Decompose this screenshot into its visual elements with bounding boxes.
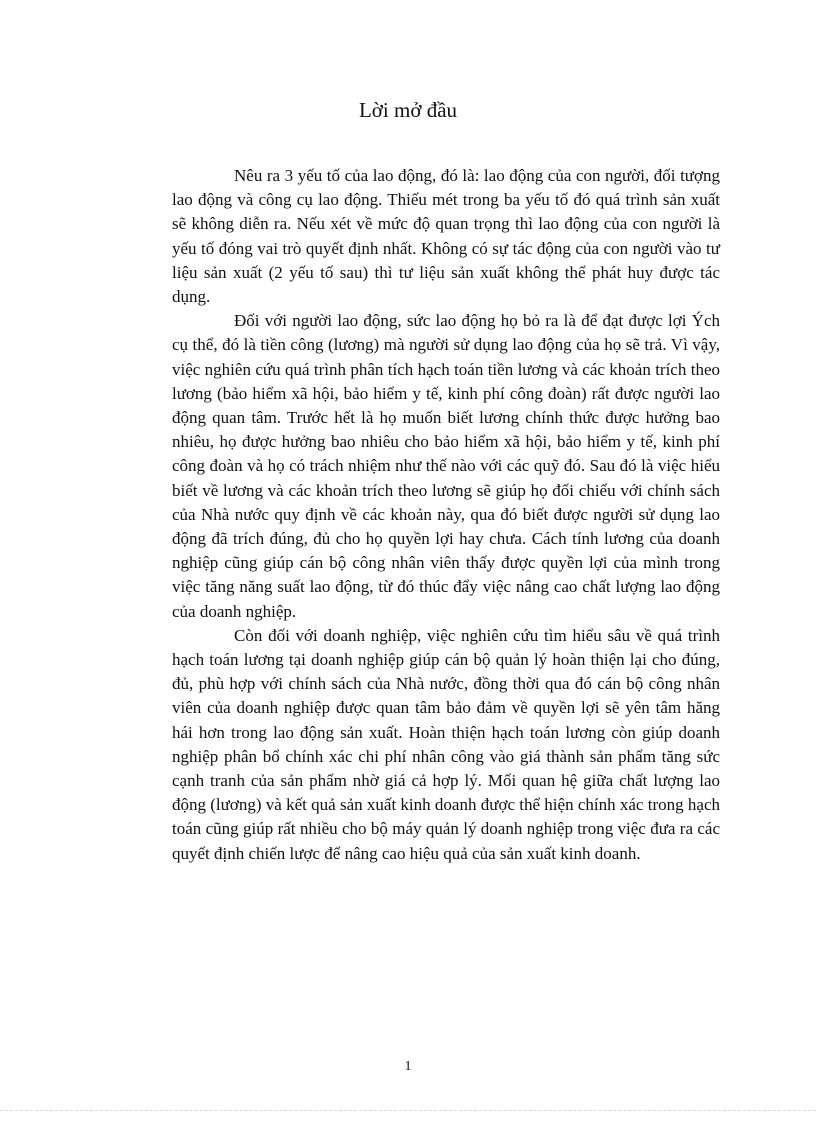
document-body bbox=[172, 164, 720, 866]
page-bottom-rule bbox=[0, 1110, 816, 1111]
paragraph-3: Còn đối với doanh nghiệp, việc nghiên cứu tìm hiểu sâu về quá trình hạch toán lương tại doanh nghiệp giúp cán bộ quản lý hoàn thiện lại cho đúng, đủ, phù hợp với chính sách của Nhà nước, đồng thời qua đó cán bộ công nhân viên của doanh nghiệp được quan tâm bảo đảm về quyền lợi sẽ yên tâm hăng hái hơn trong lao động sản xuất. Hoàn thiện hạch toán lương còn giúp doanh nghiệp phân bổ chính xác chi phí nhân công vào giá thành sản phẩm tăng sức cạnh tranh của sản phẩm nhờ giá cả hợp lý. Mối quan hệ giữa chất lượng lao động (lương) và kết quả sản xuất kinh doanh được thể hiện chính xác trong hạch toán cũng giúp rất nhiều cho bộ máy quản lý doanh nghiệp trong việc đưa ra các quyết định chiến lược để nâng cao hiệu quả của sản xuất kinh doanh. bbox=[172, 625, 720, 863]
paragraph-1: Nêu ra 3 yếu tố của lao động, đó là: lao động của con người, đối tượng lao động và công cụ lao động. Thiếu mét trong ba yếu tố đó quá trình sản xuất sẽ không diễn ra. Nếu xét về mức độ quan trọng thì lao động của con người là yếu tố đóng vai trò quyết định nhất. Không có sự tác động của con người vào tư liệu sản xuất (2 yếu tố sau) thì tư liệu sản xuất không thể phát huy được tác dụng. bbox=[172, 166, 720, 307]
document-title: Lời mở đầu bbox=[358, 98, 458, 122]
paragraph-2: Đối với người lao động, sức lao động họ bỏ ra là để đạt được lợi Ých cụ thể, đó là tiền công (lương) mà người sử dụng lao động của họ sẽ trả. Vì vậy, việc nghiên cứu quá trình phân tích hạch toán tiền lương và các khoản trích theo lương (bảo hiểm xã hội, bảo hiểm y tế, kinh phí công đoàn) rất được người lao động quan tâm. Trước hết là họ muốn biết lương chính thức được hưởng bao nhiêu, họ được hưởng bao nhiêu cho bảo hiểm xã hội, bảo hiểm y tế, kinh phí công đoàn và họ có trách nhiệm như thế nào với các quỹ đó. Sau đó là việc hiểu biết về lương và các khoản trích theo lương sẽ giúp họ đối chiếu với chính sách của Nhà nước quy định về các khoản này, qua đó biết được người sử dụng lao động đã trích đúng, đủ cho họ quyền lợi hay chưa. Cách tính lương của doanh nghiệp cũng giúp cán bộ công nhân viên thấy được quyền lợi của mình trong việc tăng năng suất lao động, từ đó thúc đẩy việc nâng cao chất lượng lao động của doanh nghiệp. bbox=[172, 311, 720, 621]
page-number: 1 bbox=[404, 1059, 412, 1074]
